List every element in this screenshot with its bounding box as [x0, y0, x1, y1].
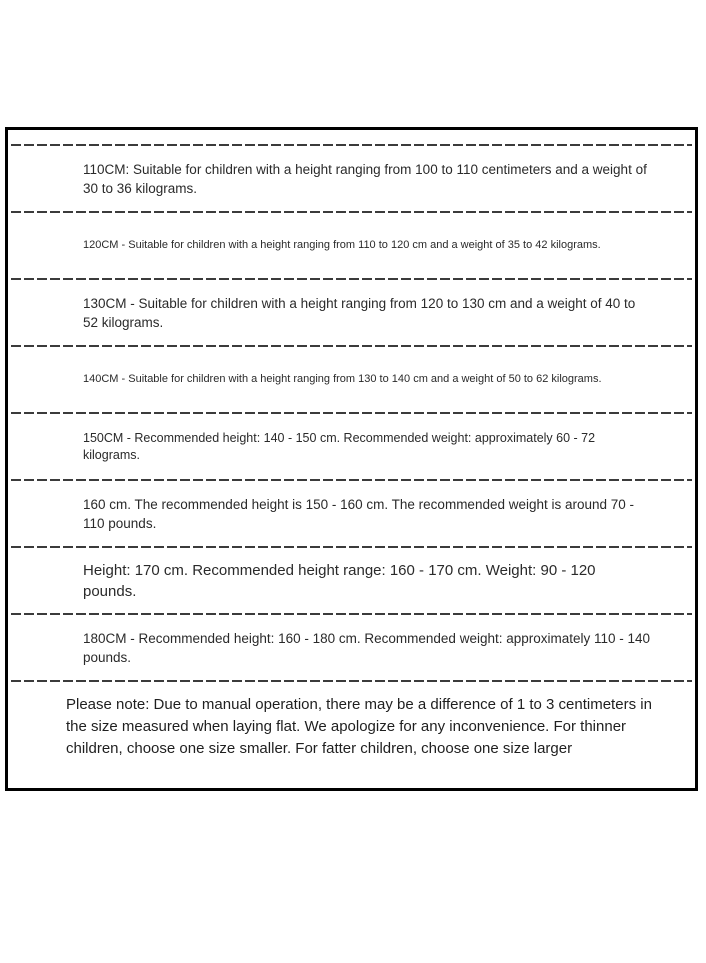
size-note — [8, 682, 695, 788]
size-row-text: 150CM - Recommended height: 140 - 150 cm. Recommended weight: approximately 60 - 72 kilograms. — [83, 430, 596, 462]
size-row-text: 120CM - Suitable for children with a height ranging from 110 to 120 cm and a weight of 35 to 42 kilograms. — [83, 239, 601, 251]
size-row-text: 180CM - Recommended height: 160 - 180 cm. Recommended weight: approximately 110 - 140 pounds. — [83, 630, 651, 665]
size-row-text: 160 cm. The recommended height is 150 - 160 cm. The recommended weight is around 70 - 110 pounds. — [83, 496, 635, 531]
size-row-160cm — [8, 481, 695, 546]
size-note-text: Please note: Due to manual operation, there may be a difference of 1 to 3 centimeters in the size measured when laying flat. We apologize for any inconvenience. For thinner children, choose one size smaller. For fatter children, choose one size larger — [66, 696, 652, 757]
size-row-180cm — [8, 615, 695, 680]
size-row-150cm — [8, 414, 695, 479]
size-row-text: 110CM: Suitable for children with a height ranging from 100 to 110 centimeters and a weight of 30 to 36 kilograms. — [83, 161, 647, 196]
size-row-110cm — [8, 146, 695, 211]
size-row-text: 140CM - Suitable for children with a height ranging from 130 to 140 cm and a weight of 50 to 62 kilograms. — [83, 373, 602, 385]
size-row-text: Height: 170 cm. Recommended height range: 160 - 170 cm. Weight: 90 - 120 pounds. — [83, 561, 596, 600]
size-row-text: 130CM - Suitable for children with a height ranging from 120 to 130 cm and a weight of 40 to 52 kilograms. — [83, 295, 636, 330]
size-chart-panel — [5, 127, 698, 791]
size-row-140cm — [8, 347, 695, 412]
size-row-120cm — [8, 213, 695, 278]
size-row-130cm — [8, 280, 695, 345]
size-row-170cm — [8, 548, 695, 613]
